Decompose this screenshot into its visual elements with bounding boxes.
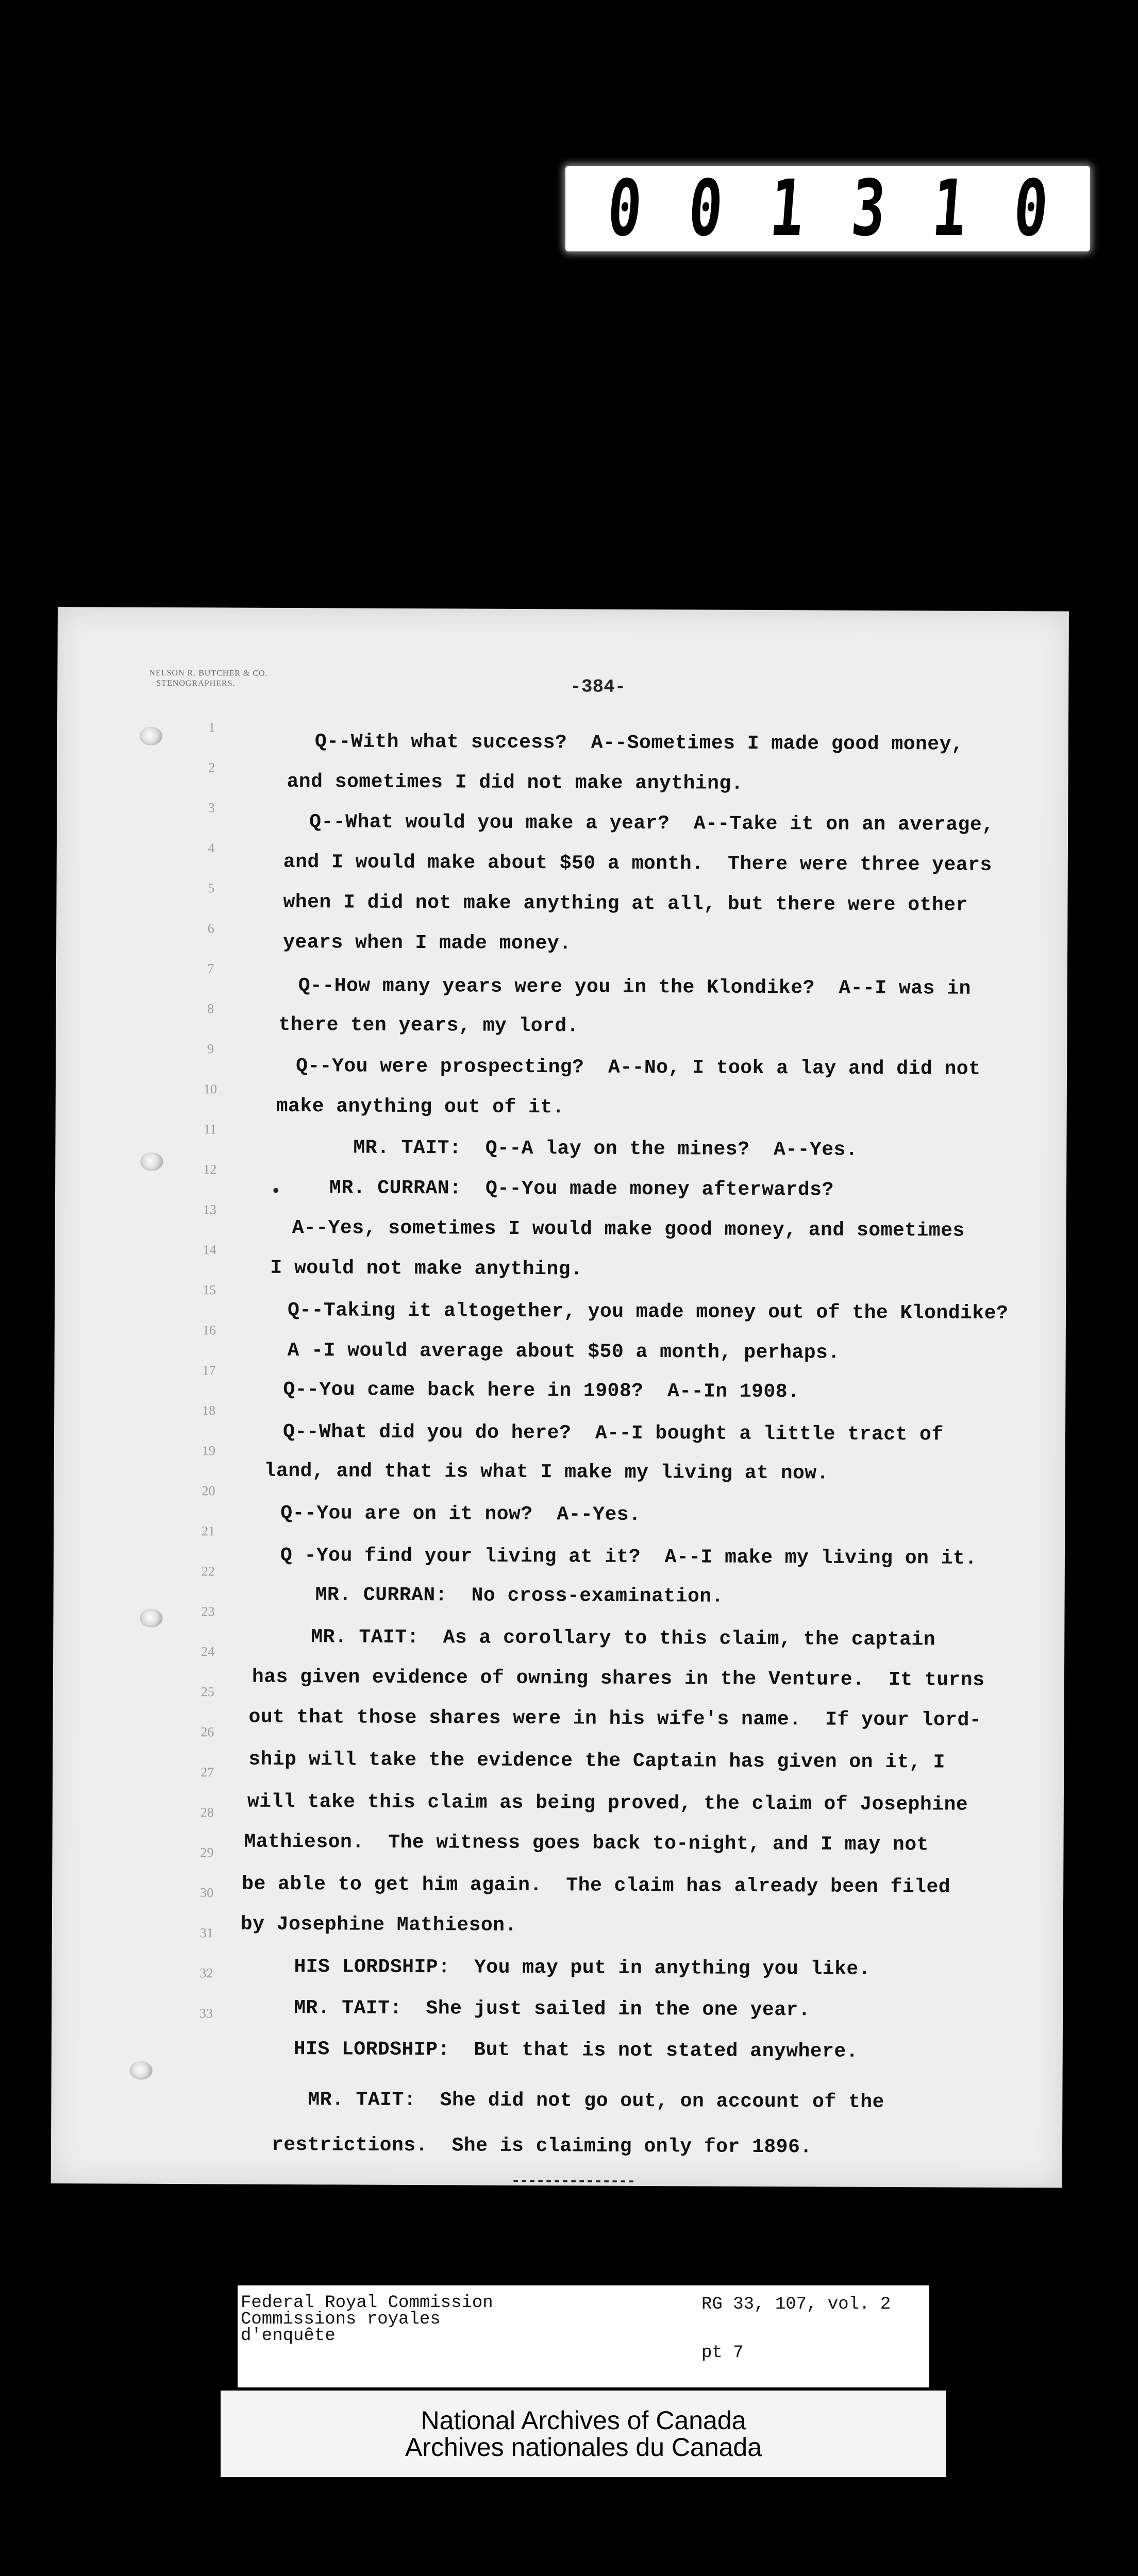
frame-digit: 0 — [1011, 164, 1051, 253]
collection-title — [241, 2295, 643, 2344]
letterhead — [149, 668, 267, 689]
line-number: 7 — [207, 961, 214, 976]
transcript-line: Q--Taking it altogether, you made money out of the Klondike? — [287, 1299, 1009, 1325]
line-number: 4 — [208, 840, 215, 856]
punch-hole — [140, 727, 162, 745]
transcript-line: has given evidence of owning shares in the Venture. It turns — [252, 1666, 985, 1691]
transcript-line: out that those shares were in his wife's name. If your lord- — [248, 1706, 982, 1732]
transcript-line: I would not make anything. — [270, 1257, 583, 1281]
transcript-line: years when I made money. — [283, 931, 572, 955]
line-number: 6 — [207, 921, 214, 936]
transcript-line: A -I would average about $50 a month, perhaps. — [287, 1339, 840, 1364]
line-number: 28 — [200, 1805, 214, 1820]
punch-hole — [140, 1153, 163, 1171]
transcript-line: HIS LORDSHIP: But that is not stated anywhere. — [293, 2038, 859, 2063]
line-number: 29 — [200, 1845, 214, 1860]
page-number: -384- — [570, 676, 626, 698]
line-number: 12 — [203, 1162, 217, 1177]
line-number: 20 — [202, 1483, 215, 1499]
transcript-line: make anything out of it. — [276, 1095, 565, 1119]
transcript-line: by Josephine Mathieson. — [240, 1913, 517, 1937]
line-number: 27 — [200, 1765, 214, 1780]
line-number: 2 — [208, 760, 215, 775]
line-number: 17 — [202, 1363, 216, 1378]
transcript-line: and sometimes I did not make anything. — [287, 770, 744, 795]
line-number: 23 — [201, 1604, 215, 1619]
transcript-page — [51, 607, 1069, 2191]
frame-number — [565, 166, 1090, 251]
transcript-line: ship will take the evidence the Captain has given on it, I — [248, 1748, 945, 1774]
transcript-line: Q--You came back here in 1908? A--In 1908. — [283, 1378, 800, 1403]
line-number: 16 — [202, 1323, 216, 1338]
transcript-line: Q--How many years were you in the Klondike? A--I was in — [298, 975, 971, 1000]
frame-digit: 0 — [685, 164, 726, 253]
punch-hole — [130, 2061, 153, 2080]
line-number: 26 — [200, 1724, 214, 1740]
transcript-line: restrictions. She is claiming only for 1896. — [271, 2133, 812, 2159]
frame-digit: 3 — [848, 164, 889, 253]
line-number: 11 — [203, 1122, 217, 1137]
transcript-line: be able to get him again. The claim has already been filed — [242, 1873, 951, 1899]
line-number: 1 — [208, 720, 215, 735]
frame-digit: 0 — [604, 164, 645, 253]
line-number: 30 — [200, 1885, 214, 1901]
transcript-line: when I did not make anything at all, but there were other — [283, 891, 968, 917]
transcript-line: MR. TAIT: She did not go out, on account of the — [308, 2089, 885, 2114]
line-number: 3 — [208, 800, 215, 816]
transcript-line: there ten years, my lord. — [278, 1013, 579, 1038]
transcript-line: and I would make about $50 a month. There were three years — [283, 851, 992, 876]
transcript-line: A--Yes, sometimes I would make good money, and sometimes — [292, 1216, 965, 1242]
line-number: 19 — [202, 1443, 215, 1459]
transcript-line: MR. TAIT: Q--A lay on the mines? A--Yes. — [353, 1137, 858, 1161]
transcript-line: HIS LORDSHIP: You may put in anything you like. — [294, 1956, 871, 1980]
record-group-reference: RG 33, 107, vol. 2 — [701, 2295, 891, 2314]
transcript-line: Q--With what success? A--Sometimes I made good money, — [314, 731, 964, 756]
transcript-line: Mathieson. The witness goes back to-night, and I may not — [244, 1831, 929, 1856]
line-number: 31 — [199, 1925, 213, 1941]
end-separator: --------------- — [511, 2172, 635, 2191]
transcript-line: land, and that is what I make my living at now. — [264, 1460, 829, 1485]
transcript-line: MR. TAIT: She just sailed in the one year. — [294, 1997, 811, 2022]
transcript-line: Q -You find your living at it? A--I make my living on it. — [280, 1544, 977, 1570]
catalog-label — [238, 2285, 929, 2387]
collection-line: d'enquête — [241, 2326, 336, 2346]
part-number: pt 7 — [701, 2343, 744, 2363]
line-number: 8 — [207, 1001, 214, 1016]
archives-label — [221, 2391, 946, 2477]
line-number: 33 — [199, 2006, 213, 2021]
line-number: 25 — [200, 1684, 214, 1700]
archives-name-fr: Archives nationales du Canada — [405, 2433, 762, 2462]
line-number: 15 — [203, 1282, 216, 1298]
archives-name-en: National Archives of Canada — [421, 2406, 746, 2435]
line-number: 9 — [207, 1041, 214, 1057]
transcript-line: Q--What would you make a year? A--Take it on an average, — [309, 811, 994, 836]
collection-line: Federal Royal Commission — [241, 2293, 493, 2313]
letterhead-role: STENOGRAPHERS. — [156, 679, 236, 688]
line-number: 24 — [201, 1644, 215, 1659]
margin-mark: • — [270, 1182, 281, 1202]
line-number: 14 — [203, 1242, 216, 1258]
line-number: 21 — [202, 1523, 215, 1539]
punch-hole — [140, 1609, 162, 1628]
transcript-line: MR. TAIT: As a corollary to this claim, the captain — [311, 1626, 936, 1651]
line-number: 18 — [202, 1403, 216, 1418]
line-number: 10 — [203, 1081, 217, 1097]
transcript-line: Q--You are on it now? A--Yes. — [280, 1502, 641, 1526]
transcript-line: MR. CURRAN: No cross-examination. — [315, 1584, 724, 1608]
collection-line: Commissions royales — [241, 2310, 441, 2329]
line-number: 5 — [208, 880, 215, 896]
line-number: 32 — [199, 1965, 213, 1981]
frame-digit: 1 — [929, 164, 970, 253]
transcript-line: Q--You were prospecting? A--No, I took a lay and did not — [296, 1055, 981, 1080]
letterhead-firm: NELSON R. BUTCHER & CO. — [149, 668, 268, 678]
transcript-line: will take this claim as being proved, the claim of Josephine — [247, 1790, 968, 1816]
frame-digit: 1 — [767, 164, 808, 253]
transcript-line: Q--What did you do here? A--I bought a little tract of — [282, 1420, 944, 1446]
line-number: 22 — [201, 1564, 215, 1579]
line-number: 13 — [203, 1202, 216, 1217]
transcript-line: MR. CURRAN: Q--You made money afterwards? — [329, 1177, 834, 1201]
